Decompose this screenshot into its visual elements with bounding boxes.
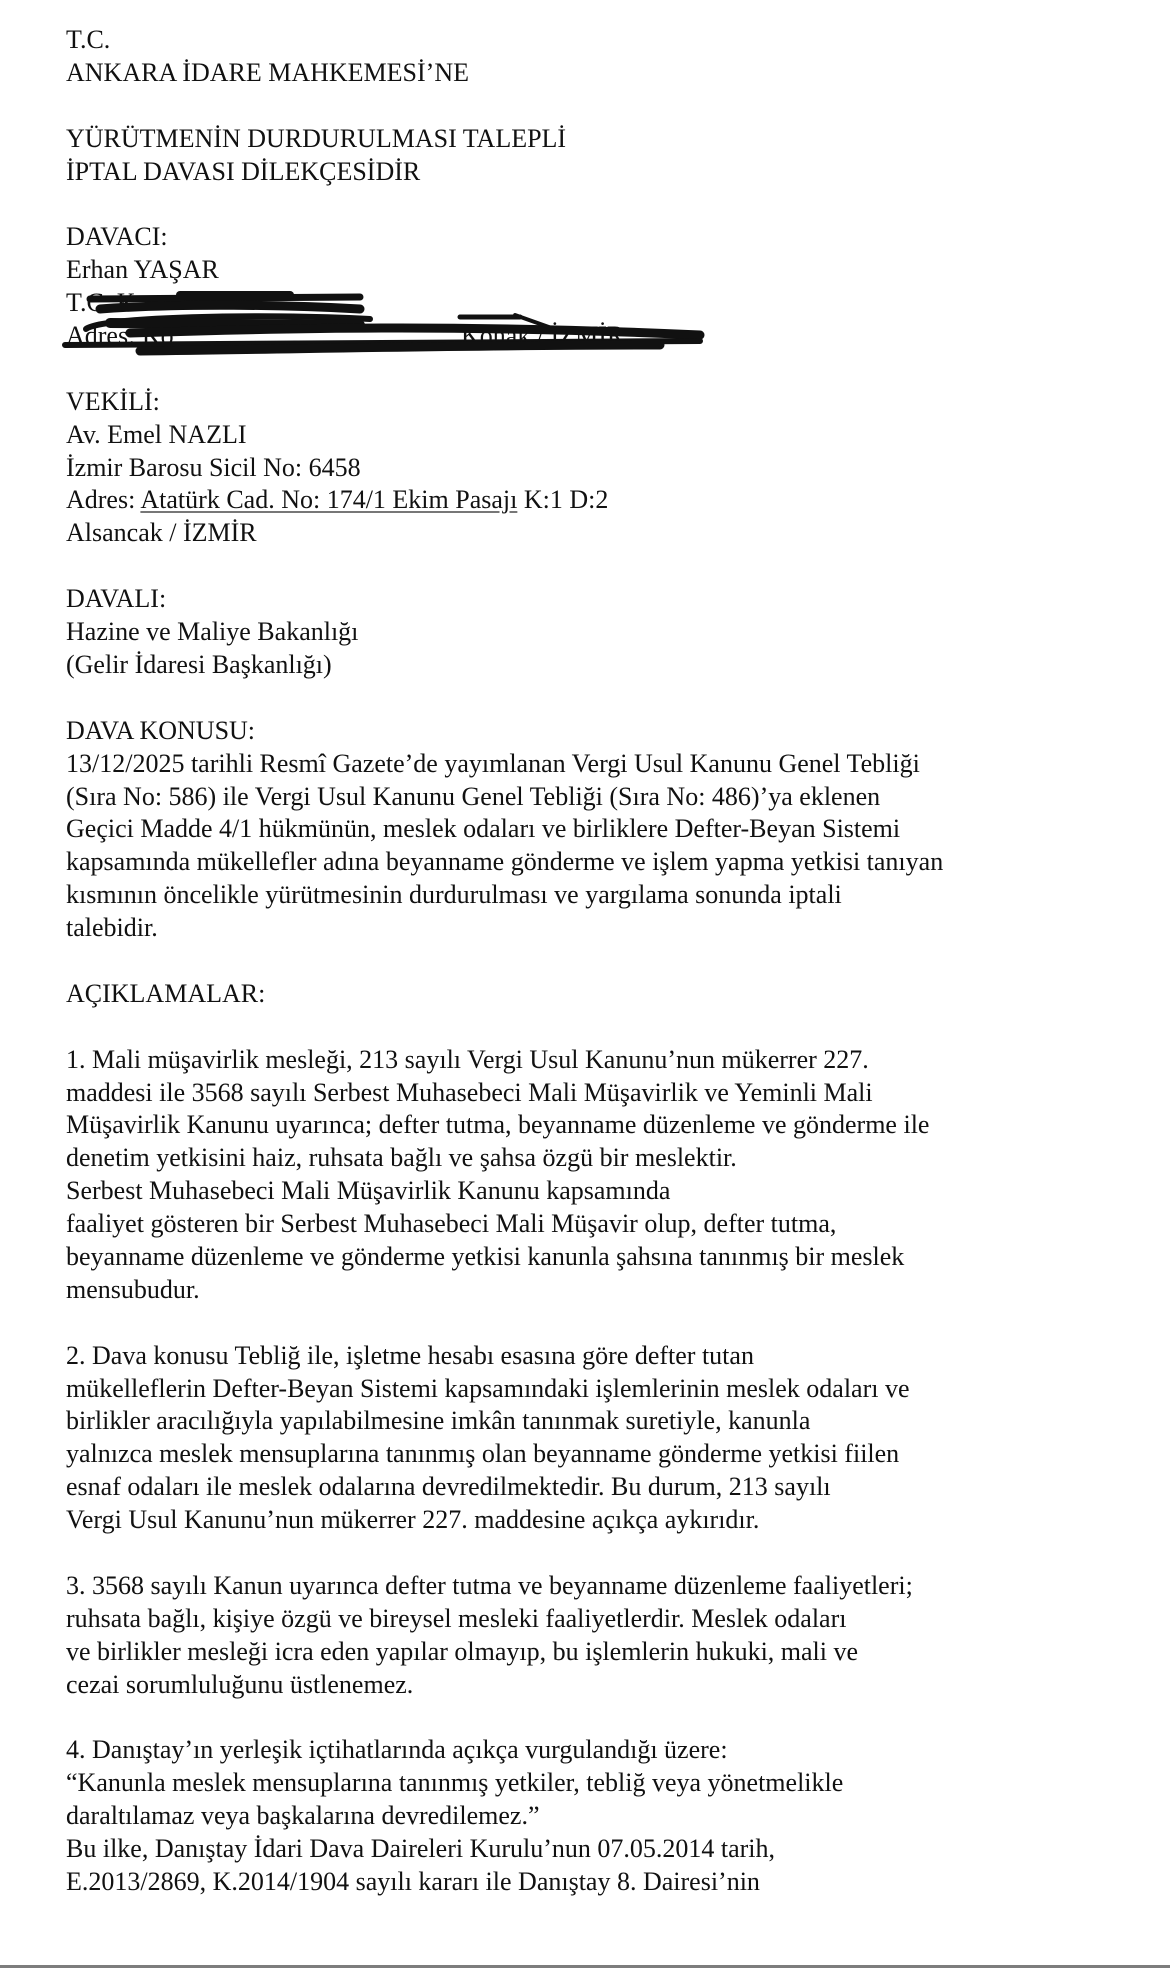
attorney-bar-registration: İzmir Barosu Sicil No: 6458 <box>66 452 361 482</box>
plaintiff-id-partial: T.C. K <box>66 288 136 318</box>
body-line: E.2013/2869, K.2014/1904 sayılı kararı ile Danıştay 8. Dairesi’nin <box>66 1866 760 1896</box>
plaintiff-label: DAVACI: <box>66 222 168 252</box>
body-line: maddesi ile 3568 sayılı Serbest Muhasebeci Mali Müşavirlik ve Yeminli Mali <box>66 1077 873 1107</box>
body-line <box>66 1701 943 1734</box>
body-line: DAVALI: <box>66 584 167 614</box>
body-line: ruhsata bağlı, kişiye özgü ve bireysel mesleki faaliyetlerdir. Meslek odaları <box>66 1603 847 1633</box>
plaintiff-address-partial-start: Adres: Ko <box>66 321 174 351</box>
body-line: mükelleflerin Defter-Beyan Sistemi kapsamındaki işlemlerinin meslek odaları ve <box>66 1373 910 1403</box>
redacted-plaintiff-details <box>66 287 943 353</box>
body-line: beyanname düzenleme ve gönderme yetkisi kanunla şahsına tanınmış bir meslek <box>66 1241 905 1271</box>
body-line: kapsamında mükellefler adına beyanname gönderme ve işlem yapma yetkisi tanıyan <box>66 847 944 877</box>
body-line: cezai sorumluluğunu üstlenemez. <box>66 1669 414 1699</box>
body-line: Müşavirlik Kanunu uyarınca; defter tutma, beyanname düzenleme ve gönderme ile <box>66 1110 930 1140</box>
body-line: DAVA KONUSU: <box>66 715 256 745</box>
body-line: Serbest Muhasebeci Mali Müşavirlik Kanunu kapsamında <box>66 1176 671 1206</box>
body-line <box>66 1537 943 1570</box>
body-line: 13/12/2025 tarihli Resmî Gazete’de yayımlanan Vergi Usul Kanunu Genel Tebliği <box>66 748 920 778</box>
plaintiff-name: Erhan YAŞAR <box>66 255 219 285</box>
body-line <box>66 1307 943 1340</box>
body-line: AÇIKLAMALAR: <box>66 978 266 1008</box>
body-line: yalnızca meslek mensuplarına tanınmış olan beyanname gönderme yetkisi fiilen <box>66 1439 900 1469</box>
attorney-address <box>66 484 943 517</box>
petition-header <box>66 24 943 221</box>
attorney-label: VEKİLİ: <box>66 386 160 416</box>
body-line: “Kanunla meslek mensuplarına tanınmış yetkiler, tebliğ veya yönetmelikle <box>66 1768 844 1798</box>
body-line: esnaf odaları ile meslek odalarına devredilmektedir. Bu durum, 213 sayılı <box>66 1472 831 1502</box>
body-line: denetim yetkisini haiz, ruhsata bağlı ve şahsa özgü bir meslektir. <box>66 1143 737 1173</box>
body-line: Vergi Usul Kanunu’nun mükerrer 227. maddesine açıkça aykırıdır. <box>66 1505 760 1535</box>
body-line: ve birlikler mesleği icra eden yapılar olmayıp, bu işlemlerin hukuki, mali ve <box>66 1636 859 1666</box>
body-line: 3. 3568 sayılı Kanun uyarınca defter tutma ve beyanname düzenleme faaliyetleri; <box>66 1570 913 1600</box>
body-line: Geçici Madde 4/1 hükmünün, meslek odaları ve birliklere Defter-Beyan Sistemi <box>66 814 901 844</box>
body-line: birlikler aracılığıyla yapılabilmesine imkân tanınmak suretiyle, kanunla <box>66 1406 811 1436</box>
body-line: faaliyet gösteren bir Serbest Muhasebeci Mali Müşavir olup, defter tutma, <box>66 1209 837 1239</box>
body-line <box>66 945 943 978</box>
redaction-scribble <box>60 283 710 363</box>
body-line: kısmının öncelikle yürütmesinin durdurulması ve yargılama sonunda iptali <box>66 880 842 910</box>
body-line: mensubudur. <box>66 1274 200 1304</box>
body-line: Hazine ve Maliye Bakanlığı <box>66 617 359 647</box>
body-line: (Sıra No: 586) ile Vergi Usul Kanunu Genel Tebliği (Sıra No: 486)’ya eklenen <box>66 781 881 811</box>
address-suffix: K:1 D:2 <box>517 485 609 515</box>
address-prefix: Adres: <box>66 485 141 515</box>
body-line <box>66 550 943 583</box>
header-line: ANKARA İDARE MAHKEMESİ’NE <box>66 57 469 87</box>
plaintiff-address-partial-end: Konak / İZMİR <box>461 321 625 351</box>
header-line: İPTAL DAVASI DİLEKÇESİDİR <box>66 156 421 186</box>
header-line: T.C. <box>66 25 111 54</box>
header-line <box>66 90 943 123</box>
petition-document <box>66 24 943 1899</box>
address-underlined: Atatürk Cad. No: 174/1 Ekim Pasajı <box>140 485 518 515</box>
body-line <box>66 682 943 715</box>
body-line <box>66 1011 943 1044</box>
body-line: Bu ilke, Danıştay İdari Dava Daireleri Kurulu’nun 07.05.2014 tarih, <box>66 1834 776 1863</box>
body-line: 4. Danıştay’ın yerleşik içtihatlarında açıkça vurgulandığı üzere: <box>66 1735 728 1765</box>
body-line: 2. Dava konusu Tebliğ ile, işletme hesabı esasına göre defter tutan <box>66 1340 754 1370</box>
header-line: YÜRÜTMENİN DURDURULMASI TALEPLİ <box>66 123 567 153</box>
petition-body <box>66 550 943 1899</box>
body-line: daraltılamaz veya başkalarına devredilemez.” <box>66 1801 540 1831</box>
body-line: 1. Mali müşavirlik mesleği, 213 sayılı Vergi Usul Kanunu’nun mükerrer 227. <box>66 1044 869 1074</box>
header-line <box>66 188 943 221</box>
attorney-city: Alsancak / İZMİR <box>66 518 257 548</box>
body-line: talebidir. <box>66 913 158 943</box>
attorney-name: Av. Emel NAZLI <box>66 419 247 449</box>
body-line: (Gelir İdaresi Başkanlığı) <box>66 649 332 679</box>
